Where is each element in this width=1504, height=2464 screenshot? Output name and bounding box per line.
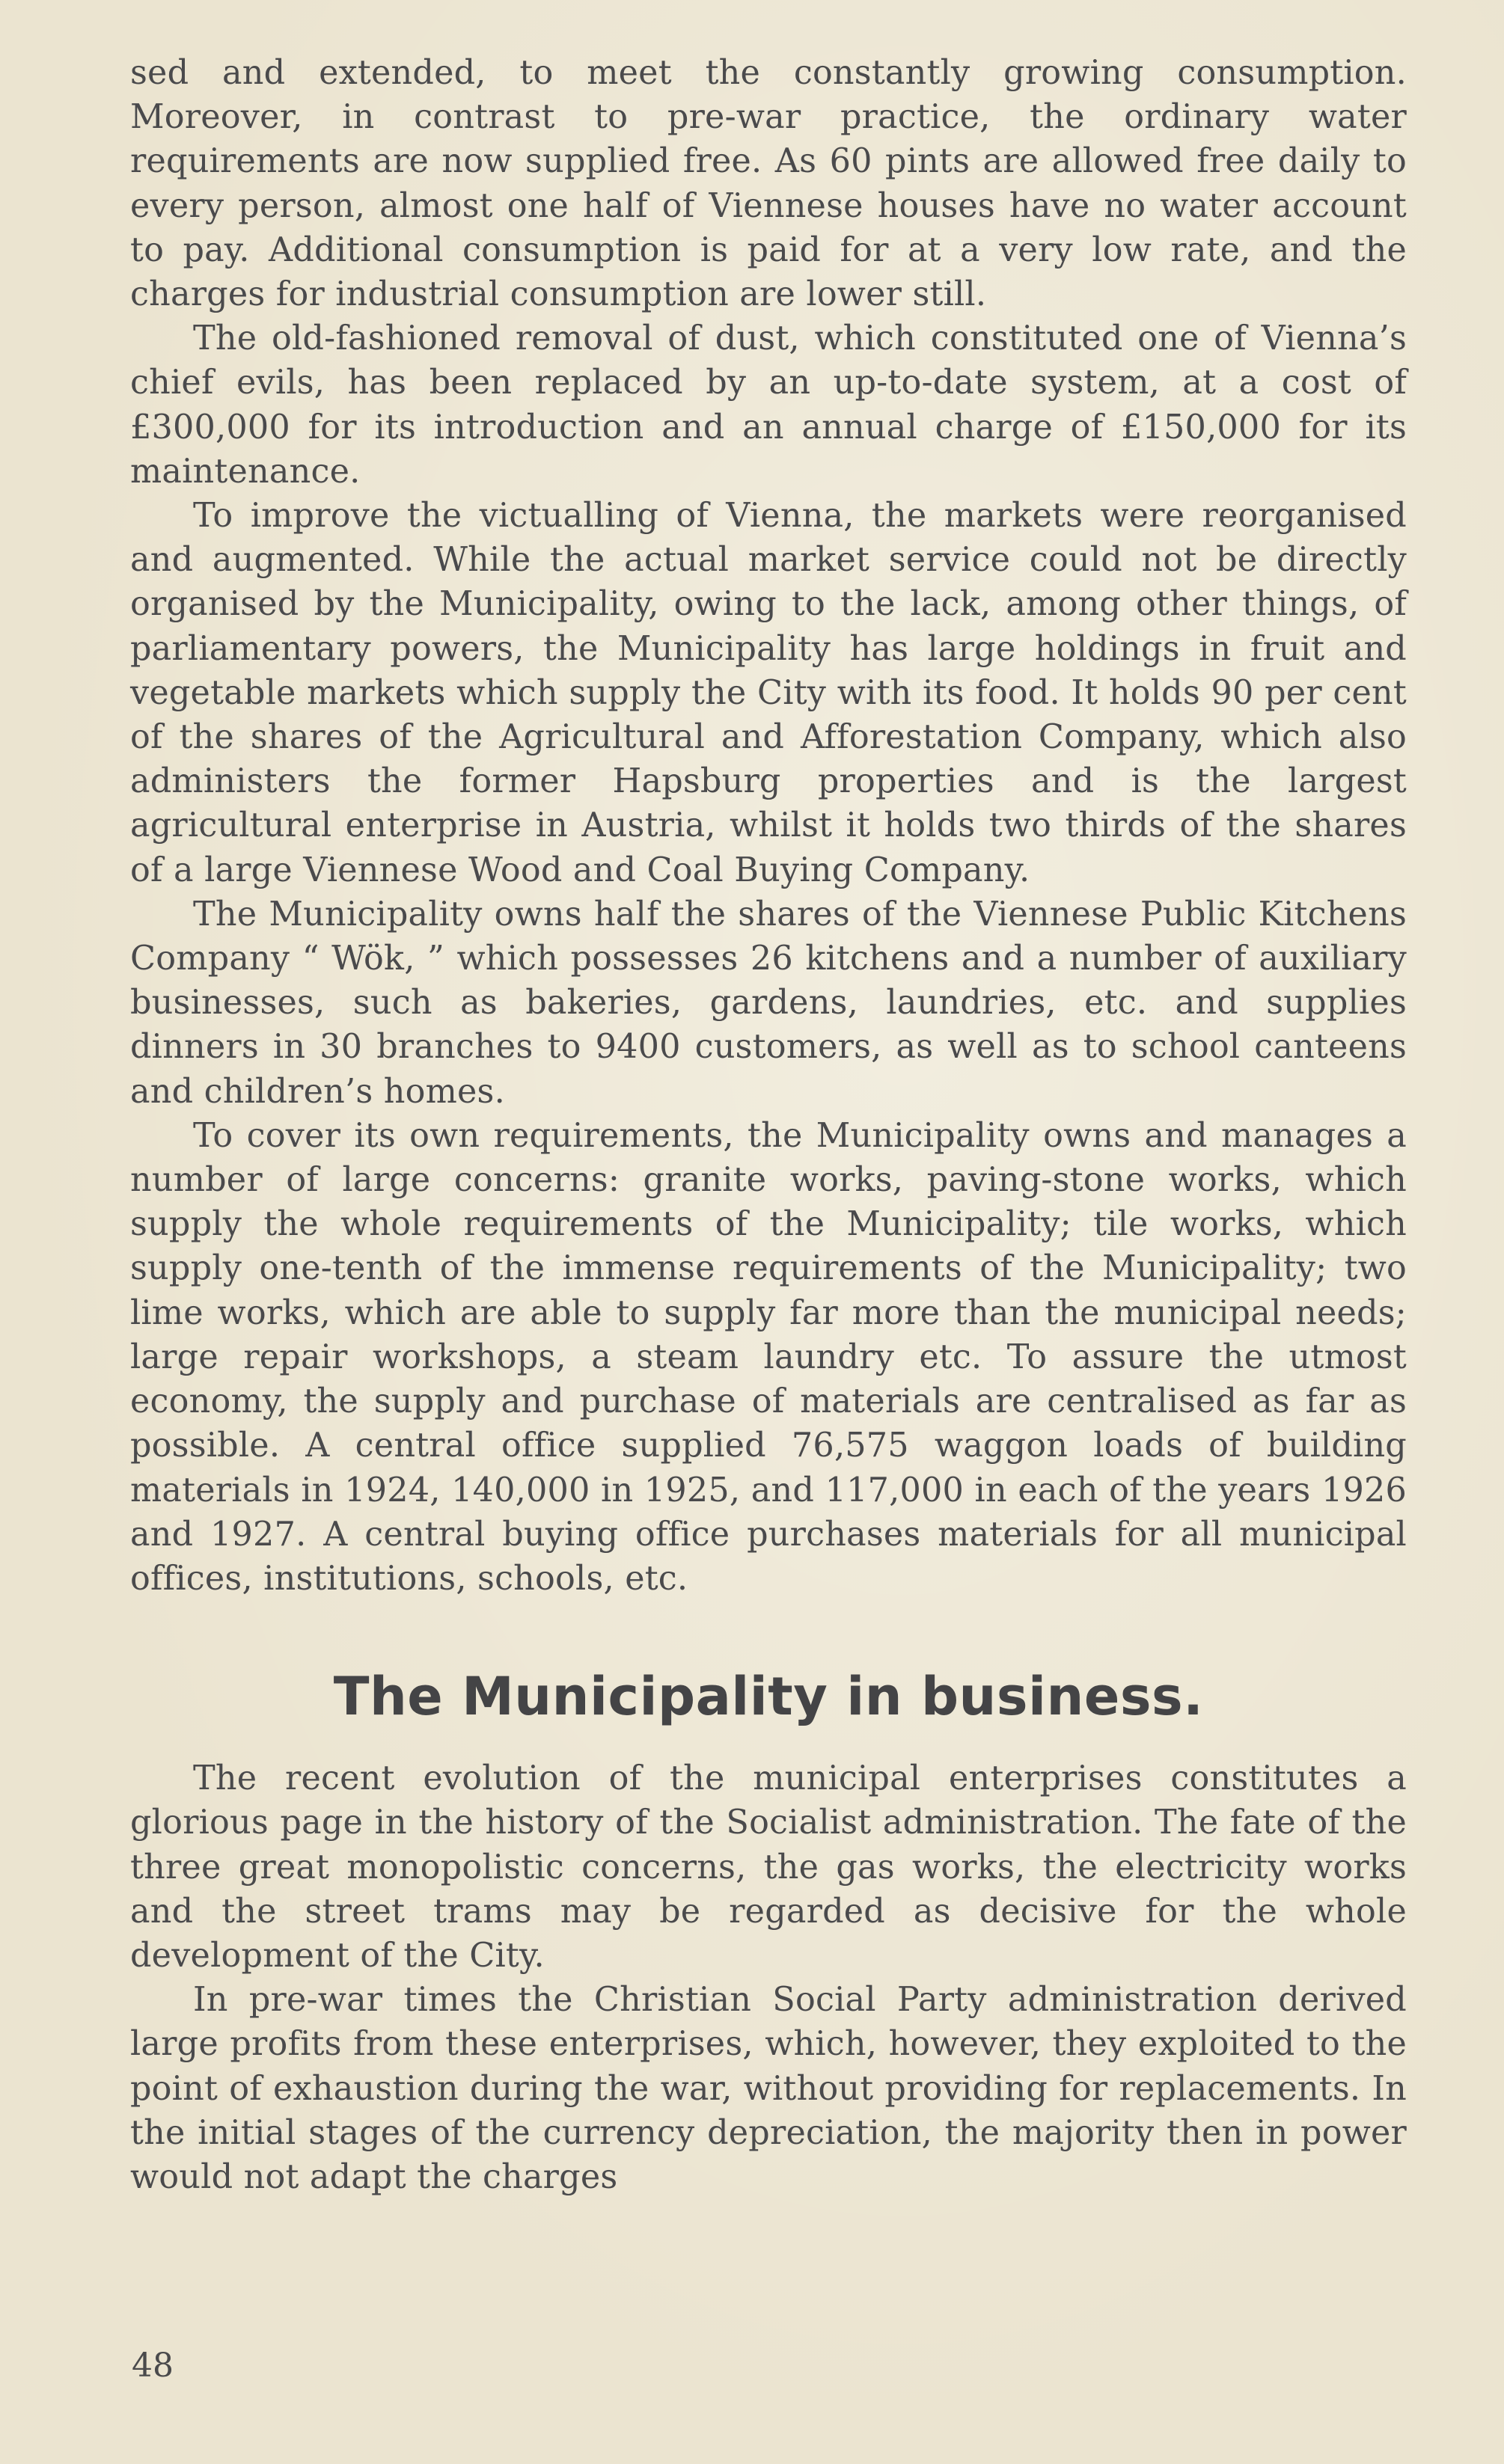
paragraph-public-kitchens: The Municipality owns half the shares of the Viennese Public Kitchens Company “ Wök, ” which possesses 26 kitchens and a number of auxiliary businesses, such as bakeries, gardens, laundries, etc. and supplies dinners in 30 branches to 9400 customers, as well as to school canteens and children’s homes.	[130, 895, 1407, 1111]
paragraph-pre-war-administration: In pre-war times the Christian Social Party administration derived large profits from these enterprises, which, however, they exploited to the point of exhaustion during the war, without providing for replacements. In the initial stages of the currency depreciation, the majority then in power would not adapt the charges	[130, 1981, 1407, 2196]
section-heading: The Municipality in business.	[333, 1666, 1204, 1728]
paragraph-municipal-enterprises: The recent evolution of the municipal enterprises constitutes a glorious page in the history of the Socialist administration. The fate of the three great monopolistic concerns, the gas works, the electricity works and the street trams may be regarded as decisive for the whole development of the City.	[130, 1759, 1407, 1975]
paragraph-water-supply: sed and extended, to meet the constantly growing consumption. Moreover, in contrast to pre-war practice, the ordinary water requirements are now supplied free. As 60 pints are allowed free daily to every person, almost one half of Viennese houses have no water account to pay. Additional consumption is paid for at a very low rate, and the charges for industrial consumption are lower still.	[130, 54, 1407, 314]
page-number: 48	[132, 2347, 174, 2385]
paragraph-dust-removal: The old-fashioned removal of dust, which constituted one of Vienna’s chief evils, has been replaced by an up-to-date system, at a cost of £300,000 for its introduction and an annual charge of £150,000 for its maintenance.	[130, 319, 1407, 491]
paragraph-markets: To improve the victualling of Vienna, the markets were reorganised and augmented. While the actual market service could not be directly organised by the Municipality, owing to the lack, among other things, of parliamentary powers, the Municipality has large holdings in fruit and vegetable markets which supply the City with its food. It holds 90 per cent of the shares of the Agricultural and Afforestation Company, which also administers the former Hapsburg properties and is the largest agricultural enterprise in Austria, whilst it holds two thirds of the shares of a large Viennese Wood and Coal Buying Company.	[130, 497, 1407, 889]
page-body	[130, 51, 1407, 2199]
paragraph-municipal-concerns: To cover its own requirements, the Municipality owns and manages a number of large concerns: granite works, paving-stone works, which supply the whole requirements of the Municipality; tile works, which supply one-tenth of the immense requirements of the Municipality; two lime works, which are able to supply far more than the municipal needs; large repair workshops, a steam laundry etc. To assure the utmost economy, the supply and purchase of materials are centralised as far as possible. A central office supplied 76,575 waggon loads of building materials in 1924, 140,000 in 1925, and 117,000 in each of the years 1926 and 1927. A central buying office purchases materials for all municipal offices, institutions, schools, etc.	[130, 1116, 1407, 1598]
